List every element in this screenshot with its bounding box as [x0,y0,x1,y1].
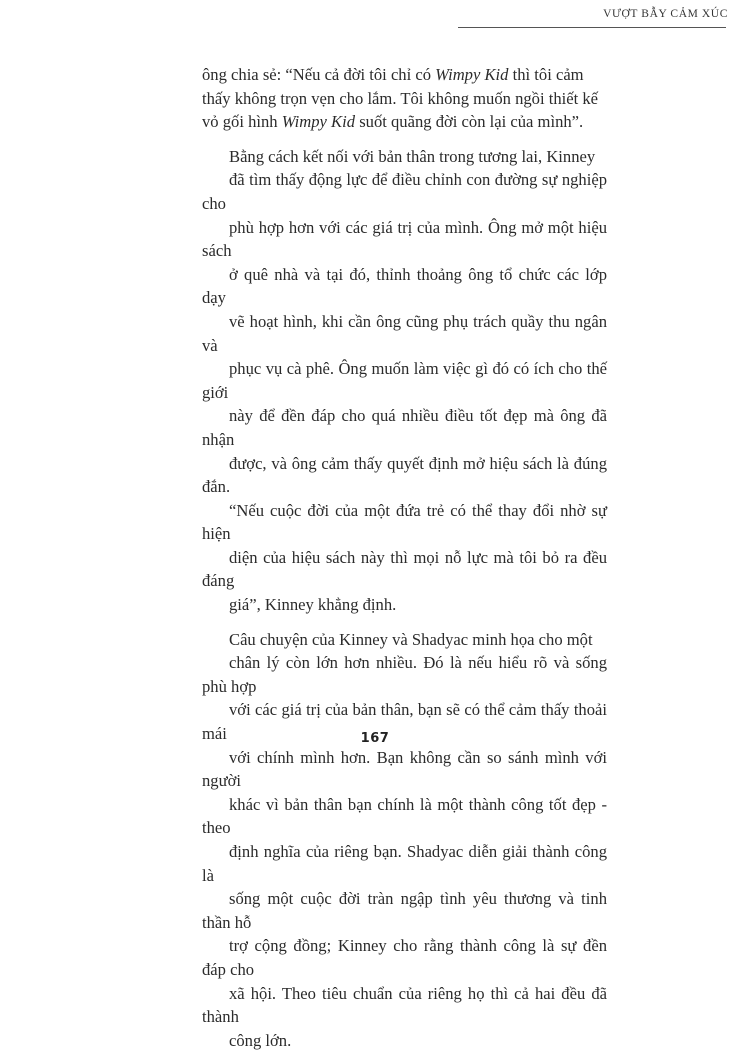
text-line [202,546,607,593]
text-line [202,87,607,111]
text-run: thì tôi cảm [508,65,584,84]
running-header: VƯỢT BẪY CẢM XÚC [603,8,728,20]
text-run: công lớn. [229,1030,292,1050]
text-run: Câu chuyện của Kinney và Shadyac minh họa cho một [229,629,593,649]
text-run: khác vì bản thân bạn chính là một thành công tốt đẹp - theo [202,794,607,838]
text-run: giá”, Kinney khẳng định. [229,595,397,615]
text-line [202,793,607,840]
text-line [202,651,607,698]
text-line [202,982,607,1029]
paragraph [202,628,607,1052]
text-run: vẽ hoạt hình, khi cần ông cũng phụ trách quầy thu ngân và [202,311,607,355]
text-line [202,840,607,887]
text-run: chân lý còn lớn hơn nhiều. Đó là nếu hiểu rõ và sống phù hợp [202,653,607,696]
text-run: này để đền đáp cho quá nhiều điều tốt đẹp mà ông đã nhận [202,406,607,449]
text-run: xã hội. Theo tiêu chuẩn của riêng họ thì cả hai đều đã thành [202,983,607,1027]
text-run: phù hợp hơn với các giá trị của mình. Ông mở một hiệu sách [202,217,607,261]
text-run: ông chia sẻ: “Nếu cả đời tôi chỉ có [202,65,436,84]
text-line [202,628,607,652]
text-line [202,887,607,934]
body-text [202,63,607,1052]
page-number: 167 [360,731,390,746]
text-line [202,263,607,310]
book-title-italic: Wimpy Kid [435,65,509,84]
header-rule [458,27,726,28]
paragraph [202,145,607,617]
text-line [202,216,607,263]
text-line [202,404,607,451]
text-line [202,63,607,87]
paragraph [202,63,607,134]
text-run: Bằng cách kết nối với bản thân trong tương lai, Kinney [229,146,596,166]
text-line [202,499,607,546]
text-run: với chính mình hơn. Bạn không cần so sánh mình với người [202,747,607,791]
text-line [202,746,607,793]
text-line [202,168,607,215]
text-run: sống một cuộc đời tràn ngập tình yêu thương và tinh thần hỗ [202,889,607,932]
text-run: suốt quãng đời còn lại của mình”. [355,112,584,132]
text-line [202,452,607,499]
book-title-italic: Wimpy Kid [281,112,356,132]
text-run: trợ cộng đồng; Kinney cho rằng thành công là sự đền đáp cho [202,936,607,979]
text-line [202,145,607,169]
text-line [202,934,607,981]
text-line [202,1029,607,1052]
text-run: đã tìm thấy động lực để điều chỉnh con đường sự nghiệp cho [202,170,607,213]
text-run: vỏ gối hình [202,112,282,132]
text-run: diện của hiệu sách này thì mọi nỗ lực mà tôi bỏ ra đều đáng [202,547,607,591]
text-run: “Nếu cuộc đời của một đứa trẻ có thể thay đổi nhờ sự hiện [202,500,607,544]
text-line [202,310,607,357]
text-line [202,593,607,617]
text-run: với các giá trị của bản thân, bạn sẽ có thể cảm thấy thoải mái [202,700,607,744]
text-line [202,357,607,404]
text-line [202,110,607,134]
text-run: định nghĩa của riêng bạn. Shadyac diễn giải thành công là [202,842,607,885]
text-run: phục vụ cà phê. Ông muốn làm việc gì đó có ích cho thế giới [202,359,607,402]
text-run: ở quê nhà và tại đó, thỉnh thoảng ông tổ chức các lớp dạy [202,264,607,308]
text-run: thấy không trọn vẹn cho lắm. Tôi không muốn ngồi thiết kế [202,88,599,108]
text-run: được, và ông cảm thấy quyết định mở hiệu sách là đúng đắn. [202,453,607,497]
